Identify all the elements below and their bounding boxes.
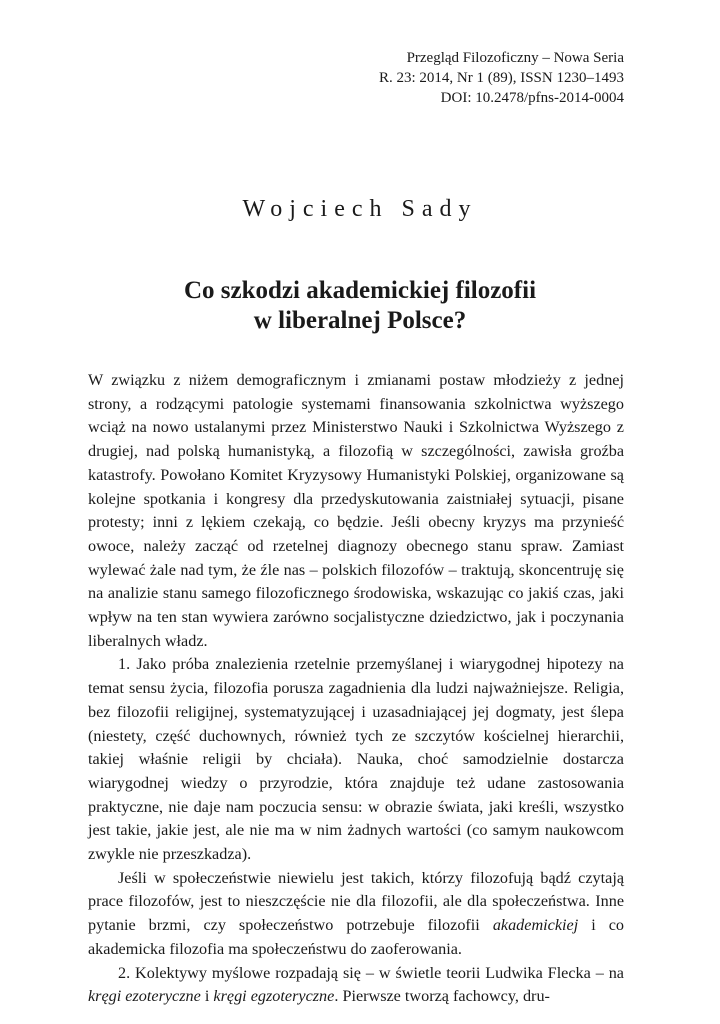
paragraph-text: 2. Kolektywy myślowe rozpadają się – w świetle teorii Ludwika Flecka – na xyxy=(118,963,624,982)
paragraph-text: i xyxy=(200,987,214,1006)
paragraph-section-1: 1. Jako próba znalezienia rzetelnie przemyślanej i wiarygodnej hipotezy na temat sensu życia, filozofia porusza zagadnienia dla ludzi najważniejsze. Religia, bez filozofii religijnej, systematyzującej i uzasadniającej jej dogmaty, jest ślepa (niestety, część duchownych, również tych ze szczytów kościelnej hierarchii, takiej właśnie religii by chciała). Nauka, choć samodzielnie dostarcza wiarygodnej wiedzy o przyrodzie, która znajduje też udane zastosowania praktyczne, nie daje nam poczucia sensu: w obrazie świata, jaki kreśli, wszystko jest takie, jakie jest, ale nie ma w nim żadnych wartości (co samym naukowcom zwykle nie przeszkadza). xyxy=(88,655,624,864)
title-line-2: w liberalnej Polsce? xyxy=(253,307,467,334)
journal-volume: R. 23: 2014, Nr 1 (89), ISSN 1230–1493 xyxy=(378,70,624,86)
journal-doi: DOI: 10.2478/pfns-2014-0004 xyxy=(440,90,624,106)
journal-header xyxy=(379,48,624,108)
paragraph-section-2 xyxy=(88,962,624,1009)
article-title xyxy=(0,276,720,336)
paragraph-society xyxy=(88,867,624,962)
emphasis-kregi-egzoteryczne: kręgi egzoteryczne xyxy=(213,987,335,1006)
emphasis-kregi-ezoteryczne: kręgi ezoteryczne xyxy=(88,987,201,1006)
emphasis-akademickiej: akademickiej xyxy=(492,916,579,935)
article-body xyxy=(88,369,624,1009)
paragraph-text: . Pierwsze tworzą fachowcy, dru- xyxy=(334,987,550,1006)
paragraph-intro: W związku z niżem demograficznym i zmianami postaw młodzieży z jednej strony, a rodzącymi patologie systemami finansowania szkolnictwa wyższego wciąż na nowo ustalanymi przez Ministerstwo Nauki i Szkolnictwa Wyższego z drugiej, nad polską humanistyką, a filozofią w szczególności, zawisła groźba katastrofy. Powołano Komitet Kryzysowy Humanistyki Polskiej, organizowane są kolejne spotkania i kongresy dla przedyskutowania zaistniałej sytuacji, pisane protesty; inni z lękiem czekają, co będzie. Jeśli obecny kryzys ma przynieść owoce, należy zacząć od rzetelnej diagnozy obecnego stanu spraw. Zamiast wylewać żale nad tym, że źle nas – polskich filozofów – traktują, skoncentruję się na analizie stanu samego filozoficznego środowiska, wskazując co jakiś czas, jaki wpływ na ten stan wywiera zarówno socjalistyczne dziedzictwo, jak i poczynania liberalnych władz. xyxy=(88,371,624,650)
title-line-1: Co szkodzi akademickiej filozofii xyxy=(183,277,537,304)
journal-name: Przegląd Filozoficzny – Nowa Seria xyxy=(406,50,624,66)
paragraph-text: Jeśli w społeczeństwie niewielu jest takich, którzy filozofują bądź czytają prace filozofów, jest to nieszczęście nie dla filozofii, ale dla społeczeństwa. Inne pytanie brzmi, czy społeczeństwo potrzebuje filozofii xyxy=(88,868,624,935)
paragraph-text: i co akademicka filozofia ma społeczeństwu do zaoferowania. xyxy=(88,916,624,958)
author-name: Wojciech Sady xyxy=(242,196,478,222)
